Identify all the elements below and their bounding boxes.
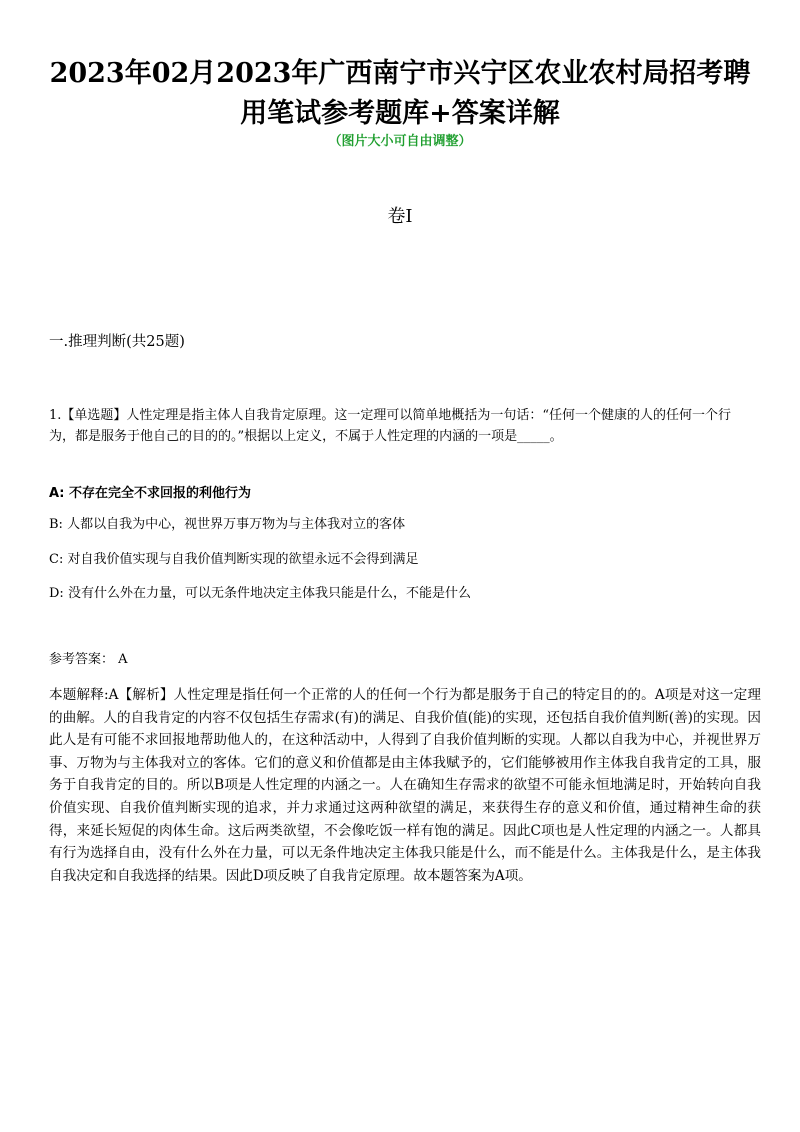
question-text: 1.【单选题】人性定理是指主体人自我肯定原理。这一定理可以简单地概括为一句话：“任何一个健康的人的任何一个行为，都是服务于他自己的目的的。”根据以上定义，不属于人性定理的内涵的一项是_____。 bbox=[49, 408, 732, 444]
answer-value: A bbox=[118, 652, 128, 667]
reference-answer bbox=[49, 650, 128, 670]
option-d-label: D: bbox=[49, 586, 64, 601]
option-b bbox=[49, 515, 756, 535]
option-c bbox=[49, 550, 756, 570]
answer-label: 参考答案： bbox=[49, 652, 115, 667]
volume-label: 卷I bbox=[387, 206, 413, 227]
option-a-label: A: bbox=[49, 486, 65, 501]
section-heading: 一.推理判断(共25题) bbox=[49, 334, 185, 350]
option-a-text: 不存在完全不求回报的利他行为 bbox=[69, 486, 252, 501]
image-resize-note: （图片大小可自由调整） bbox=[328, 134, 472, 149]
option-a bbox=[49, 484, 756, 504]
answer-explanation: 本题解释:A【解析】人性定理是指任何一个正常的人的任何一个行为都是服务于自己的特定目的的。A项是对这一定理的曲解。人的自我肯定的内容不仅包括生存需求(有)的满足、自我价值(能)的实现，还包括自我价值判断(善)的实现。因此人是有可能不求回报地帮助他人的，在这种活动中，人得到了自我价值判断的实现。人都以自我为中心，并视世界万事、万物为与主体我对立的客体。它们的意义和价值都是由主体我赋予的，它们能够被用作主体我自我肯定的工具，服务于自我肯定的目的。所以B项是人性定理的内涵之一。人在确知生存需求的欲望不可能永恒地满足时，开始转向自我价值实现、自我价值判断实现的追求，并力求通过这两种欲望的满足，来获得生存的意义和价值，通过精神生命的获得，来延长短促的肉体生命。这后两类欲望，不会像吃饭一样有饱的满足。因此C项也是人性定理的内涵之一。人都具有行为选择自由，没有什么外在力量，可以无条件地决定主体我只能是什么，而不能是什么。主体我是什么，是主体我自我决定和自我选择的结果。因此D项反映了自我肯定原理。故本题答案为A项。 bbox=[49, 687, 761, 884]
option-b-text: 人都以自我为中心，视世界万事万物为与主体我对立的客体 bbox=[67, 517, 406, 532]
document-title: 2023年02月2023年广西南宁市兴宁区农业农村局招考聘用笔试参考题库+答案详解 bbox=[49, 58, 751, 129]
option-d bbox=[49, 584, 756, 604]
option-b-label: B: bbox=[49, 517, 63, 532]
option-c-label: C: bbox=[49, 552, 64, 567]
option-c-text: 对自我价值实现与自我价值判断实现的欲望永远不会得到满足 bbox=[67, 552, 419, 567]
option-d-text: 没有什么外在力量，可以无条件地决定主体我只能是什么，不能是什么 bbox=[67, 586, 471, 601]
